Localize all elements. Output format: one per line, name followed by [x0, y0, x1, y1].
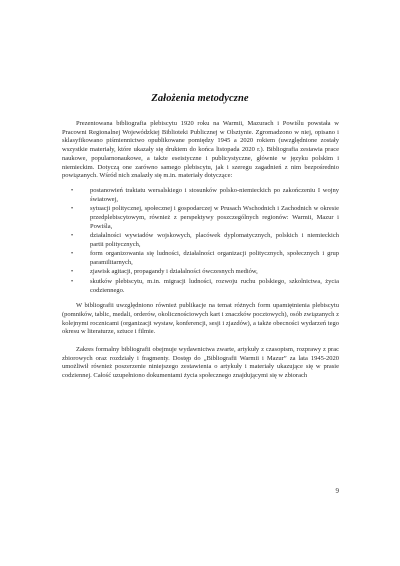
bullet-icon: • — [71, 206, 74, 213]
list-item-text: postanowień traktatu wersalskiego i stosunków polsko-niemieckich po zakończeniu I wojny światowej, — [90, 186, 339, 203]
list-item — [62, 205, 339, 231]
list-item-text: zjawisk agitacji, propagandy i działalności ówczesnych mediów, — [90, 268, 258, 276]
bullet-icon: • — [71, 187, 74, 194]
list-item-text: skutków plebiscytu, m.in. migracji ludności, rozwoju ruchu polskiego, szkolnictwa, życia codziennego. — [90, 277, 339, 294]
page-number: 9 — [335, 487, 339, 495]
list-item — [62, 278, 339, 295]
bullet-icon: • — [71, 233, 74, 240]
list-item — [62, 232, 339, 249]
list-item-text: form organizowania się ludności, działalności organizacji politycznych, społecznych i grup paramilitarnych, — [90, 250, 339, 266]
list-item — [62, 187, 339, 204]
list-item-text: sytuacji politycznej, społecznej i gospodarczej w Prusach Wschodnich i Zachodnich w okresie przedplebiscytowym, również z perspektywy poszczególnych regionów: Warmii, Mazur i Powiśla, — [90, 205, 339, 230]
commemoration-paragraph: W bibliografii uwzględniono również publikacje na temat różnych form upamiętnienia plebiscytu (pomników, tablic, medali, orderów, okolicznościowych kart i znaczków pocztowych), osób związanych z kolejnymi rocznicami (organizacji wystaw, konferencji, sesji i zjazdów), a także obecności wydarzeń tego okresu w literaturze, sztuce i filmie. — [62, 302, 339, 336]
list-item-text: działalności wywiadów wojskowych, placówek dyplomatycznych, polskich i niemieckich partii politycznych, — [90, 232, 339, 248]
body-text — [62, 120, 339, 381]
bullet-icon: • — [71, 251, 74, 258]
bullet-icon: • — [71, 278, 74, 285]
list-item — [62, 268, 339, 277]
section-heading: Założenia metodyczne — [151, 93, 249, 104]
paragraph-spacer — [62, 337, 339, 346]
intro-paragraph: Prezentowana bibliografia plebiscytu 1920 roku na Warmii, Mazurach i Powiślu powstała w Pracowni Regionalnej Wojewódzkiej Biblioteki Publicznej w Olsztynie. Zgromadzono w niej, opisano i sklasyfikowano piśmiennictwo opublikowane pomiędzy 1945 a 2020 rokiem (uwzględnione zostały wszystkie materiały, które ukazały się drukiem do końca listopada 2020 r.). Bibliografia zestawia prace naukowe, popularnonaukowe, a także eseistyczne i publicystyczne, głównie w języku polskim i niemieckim. Dotyczą one zarówno samego plebiscytu, jak i szeregu zagadnień z nim bezpośrednio powiązanych. Wśród nich znalazły się m.in. materiały dotyczące: — [62, 120, 339, 180]
topics-list — [62, 187, 339, 295]
bullet-icon: • — [71, 269, 74, 276]
scope-paragraph: Zakres formalny bibliografii obejmuje wydawnictwa zwarte, artykuły z czasopism, rozprawy z prac zbiorowych oraz rozdziały i fragmenty. Dostęp do „Bibliografii Warmii i Mazur” za lata 1945-2020 umożliwił również poszerzenie niniejszego zestawienia o artykuły i materiały ukazujące się w prasie codziennej. Całość uzupełniono dokumentami życia społecznego znajdującymi się w zbiorach — [62, 345, 339, 379]
list-item — [62, 250, 339, 267]
